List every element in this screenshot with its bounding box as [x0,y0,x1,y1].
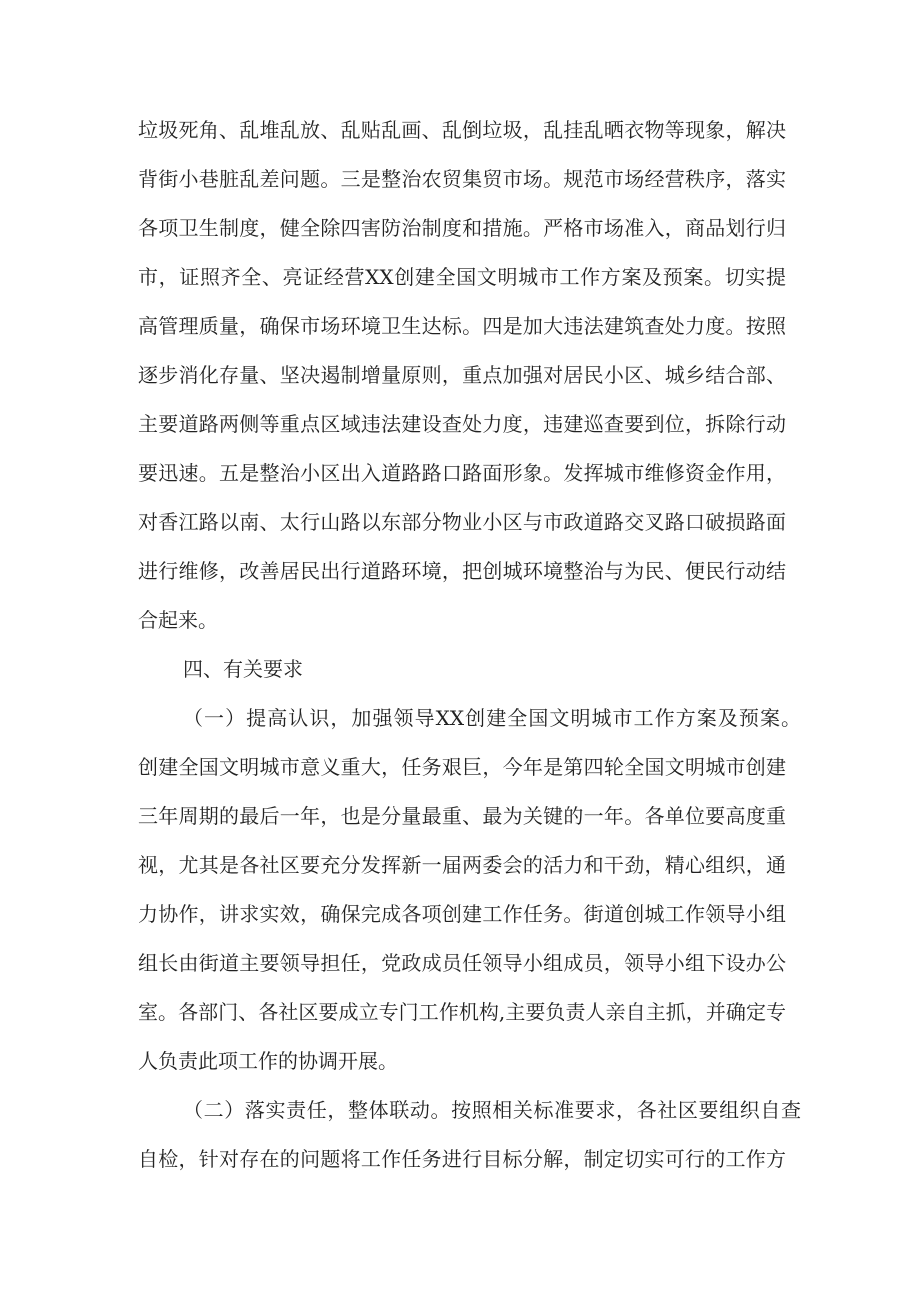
text-line: 组长由街道主要领导担任，党政成员任领导小组成员，领导小组下设办公 [138,951,786,975]
text-line: 视，尤其是各社区要充分发挥新一届两委会的活力和干劲，精心组织，通 [138,853,786,877]
text-line: 要迅速。五是整治小区出入道路路口路面形象。发挥城市维修资金作用， [138,461,786,485]
text-line: 主要道路两侧等重点区域违法建设查处力度，违建巡查要到位，拆除行动 [138,412,786,436]
text-line: 三年周期的最后一年，也是分量最重、最为关键的一年。各单位要高度重 [138,804,786,828]
text-line: 合起来。 [138,608,218,632]
text-line: 市，证照齐全、亮证经营XX创建全国文明城市工作方案及预案。切实提 [138,265,786,289]
text-line: 垃圾死角、乱堆乱放、乱贴乱画、乱倒垃圾，乱挂乱晒衣物等现象，解决 [138,118,786,142]
text-line: 高管理质量，确保市场环境卫生达标。四是加大违法建筑查处力度。按照 [138,314,786,338]
text-line: 自检，针对存在的问题将工作任务进行目标分解，制定切实可行的工作方 [138,1147,786,1171]
text-line: 逐步消化存量、坚决遏制增量原则，重点加强对居民小区、城乡结合部、 [138,363,786,387]
document-page [138,106,801,1184]
text-line: （一）提高认识，加强领导XX创建全国文明城市工作方案及预案。 [183,706,801,730]
text-line: 各项卫生制度，健全除四害防治制度和措施。严格市场准入，商品划行归 [138,216,786,240]
section-heading: 四、有关要求 [183,657,303,681]
text-line: （二）落实责任，整体联动。按照相关标准要求，各社区要组织自查 [183,1098,801,1122]
text-line: 进行维修，改善居民出行道路环境，把创城环境整治与为民、便民行动结 [138,559,786,583]
text-line: 创建全国文明城市意义重大，任务艰巨，今年是第四轮全国文明城市创建 [138,755,786,779]
text-line: 力协作，讲求实效，确保完成各项创建工作任务。街道创城工作领导小组 [138,902,786,926]
text-line: 人负责此项工作的协调开展。 [138,1049,398,1073]
text-line: 对香江路以南、太行山路以东部分物业小区与市政道路交叉路口破损路面 [138,510,786,534]
text-line: 背街小巷脏乱差问题。三是整治农贸集贸市场。规范市场经营秩序，落实 [138,167,786,191]
text-line: 室。各部门、各社区要成立专门工作机构,主要负责人亲自主抓，并确定专 [138,1000,786,1024]
